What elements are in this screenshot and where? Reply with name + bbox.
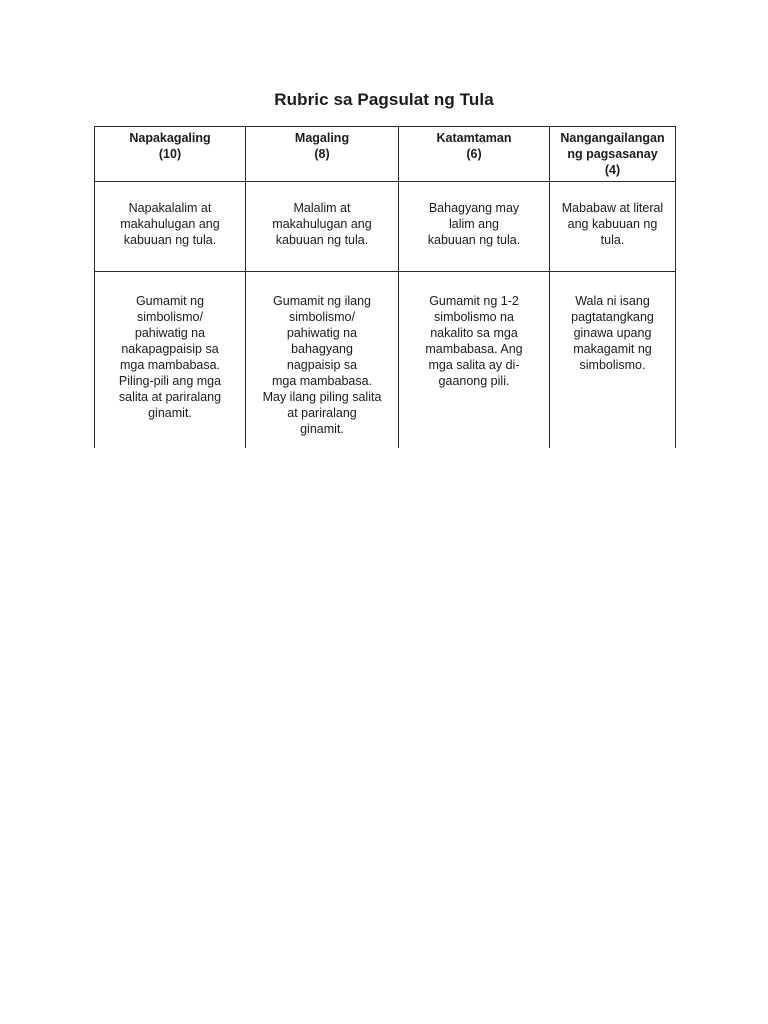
- header-cell-napakagaling: [95, 127, 246, 181]
- header-level-score: (10): [158, 147, 182, 161]
- table-header-row: [95, 127, 675, 182]
- header-level-name: Napakagaling: [129, 131, 211, 145]
- header-level-name: Nangangailangan ng pagsasanay: [560, 131, 665, 161]
- table-cell: Gumamit ng simbolismo/ pahiwatig na nakapagpaisip sa mga mambabasa. Piling-pili ang mga salita at pariralang ginamit.: [95, 272, 246, 448]
- table-cell: Gumamit ng 1-2 simbolismo na nakalito sa mga mambabasa. Ang mga salita ay di- gaanong pili.: [399, 272, 550, 448]
- table-row: [95, 272, 675, 448]
- header-cell-nangangailangan: [550, 127, 675, 181]
- page-title: Rubric sa Pagsulat ng Tula: [274, 90, 494, 109]
- table-cell: Malalim at makahulugan ang kabuuan ng tula.: [246, 182, 399, 271]
- table-cell: Wala ni isang pagtatangkang ginawa upang makagamit ng simbolismo.: [571, 294, 654, 372]
- header-level-score: (4): [604, 163, 621, 177]
- header-level-score: (6): [466, 147, 482, 161]
- table-cell: Bahagyang may lalim ang kabuuan ng tula.: [399, 182, 550, 271]
- table-row: [95, 182, 675, 272]
- header-level-name: Katamtaman: [436, 131, 512, 145]
- table-cell: Napakalalim at makahulugan ang kabuuan ng tula.: [95, 182, 246, 271]
- rubric-table: [94, 126, 676, 448]
- header-level-name: Magaling: [294, 131, 350, 145]
- header-cell-katamtaman: [399, 127, 550, 181]
- header-level-score: (8): [314, 147, 330, 161]
- table-cell: Gumamit ng ilang simbolismo/ pahiwatig na bahagyang nagpaisip sa mga mambabasa. May ilang piling salita at pariralang ginamit.: [246, 272, 399, 448]
- header-cell-magaling: [246, 127, 399, 181]
- table-cell: Mababaw at literal ang kabuuan ng tula.: [561, 201, 664, 247]
